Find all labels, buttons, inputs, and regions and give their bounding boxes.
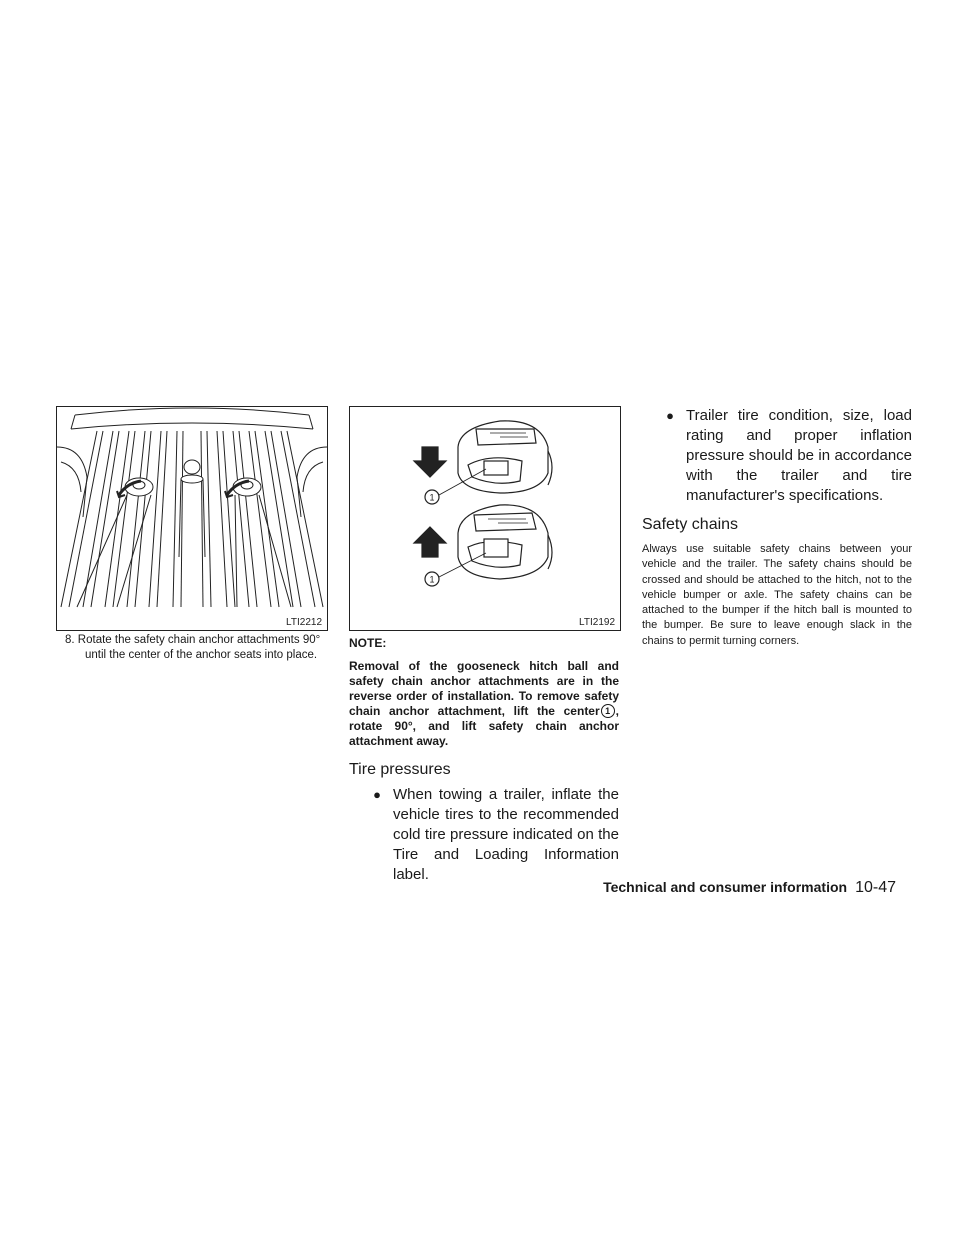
safety-chains-paragraph: Always use suitable safety chains between your vehicle and the trailer. The safety chains should be crossed and should be attached to the hitch, not to the vehicle bumper or axle. The safety chains can be attached to the bumper if the hitch ball is mounted to the bumper. Be sure to leave enough slack in the chains to permit turning corners. xyxy=(642,543,912,647)
safety-chains-heading: Safety chains xyxy=(642,516,739,533)
figure-code: LTI2212 xyxy=(286,617,322,628)
page-footer xyxy=(603,879,896,897)
note-text-b: , rotate 90°, and lift safety chain anchor attachment away. xyxy=(349,704,619,748)
bullet-icon: ● xyxy=(666,408,674,423)
note-body xyxy=(349,659,619,749)
note-callout: 1 xyxy=(601,704,615,718)
anchor-attachment-figure xyxy=(349,406,621,631)
up-arrow-icon xyxy=(414,527,446,557)
right-column xyxy=(642,406,912,649)
left-column xyxy=(56,633,326,663)
anchor-attachment-illustration xyxy=(350,407,620,630)
note-heading: NOTE: xyxy=(349,636,387,650)
truck-bed-illustration xyxy=(57,407,327,630)
tire-pressure-bullet xyxy=(349,785,619,885)
footer-section: Technical and consumer information xyxy=(603,879,848,895)
note-text-a: Removal of the gooseneck hitch ball and safety chain anchor attachments are in the reverse order of installation. To remove safety chain anchor attachment, lift the center xyxy=(349,659,619,718)
step-number: 8. xyxy=(65,634,75,646)
bullet-icon: ● xyxy=(373,787,381,802)
tire-pressures-heading: Tire pressures xyxy=(349,761,451,778)
trailer-tire-bullet xyxy=(642,406,912,506)
figure-code: LTI2192 xyxy=(579,617,615,628)
callout-top: 1 xyxy=(429,492,435,503)
truck-bed-anchor-figure xyxy=(56,406,328,631)
callout-bottom: 1 xyxy=(429,574,435,585)
bullet-text: Trailer tire condition, size, load rating and proper inflation pressure should be in accordance with the trailer and tire manufacturer's specifications. xyxy=(686,407,912,504)
step-8 xyxy=(56,633,326,663)
down-arrow-icon xyxy=(414,447,446,477)
middle-column xyxy=(349,636,619,885)
step-text: Rotate the safety chain anchor attachments 90° until the center of the anchor seats into place. xyxy=(77,634,321,661)
bullet-text: When towing a trailer, inflate the vehicle tires to the recommended cold tire pressure indicated on the Tire and Loading Information label. xyxy=(393,786,619,883)
page-number: 10-47 xyxy=(855,879,896,896)
